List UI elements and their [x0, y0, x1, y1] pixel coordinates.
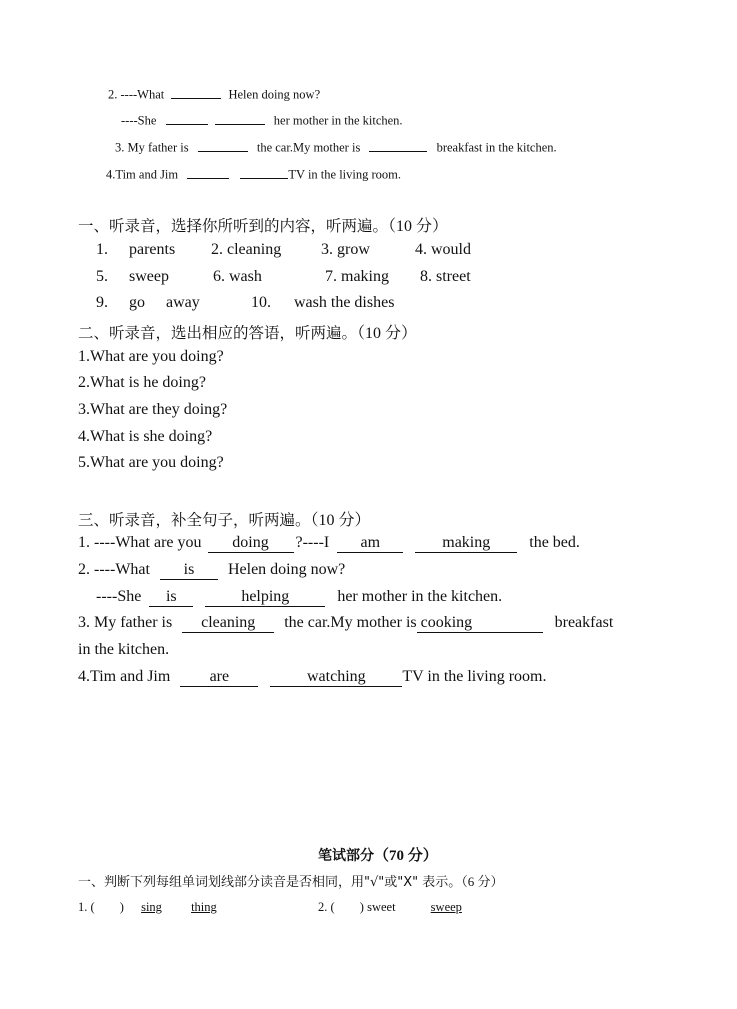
- sec3-line-2a: [78, 561, 345, 580]
- written-score: （70 分）: [374, 848, 438, 864]
- item-number: 1. (: [78, 900, 95, 914]
- written-item-1: [78, 900, 217, 915]
- sec1-opt-8: 8. street: [420, 268, 471, 285]
- sec3-heading: [78, 507, 371, 530]
- sec1-opt-9-word-b: away: [166, 294, 200, 311]
- text: breakfast in the kitchen.: [436, 140, 557, 155]
- sec2-item-5: 5.What are you doing?: [78, 454, 224, 471]
- blank[interactable]: [187, 165, 229, 179]
- sec1-opt-9: 9.: [96, 294, 108, 311]
- sec2-item-3: 3.What are they doing?: [78, 401, 228, 418]
- sec1-opt-10-word: wash the dishes: [294, 294, 395, 311]
- text: ----She: [121, 113, 157, 128]
- sec1-opt-6: 6. wash: [213, 268, 262, 285]
- sec2-item-2: 2.What is he doing?: [78, 374, 206, 391]
- blank[interactable]: [198, 138, 248, 152]
- sec1-opt-10: 10.: [251, 294, 271, 311]
- sec1-opt-3: 3. grow: [321, 241, 370, 258]
- sec3-line-3b: in the kitchen.: [78, 641, 170, 658]
- text: the bed.: [529, 534, 580, 551]
- text: ?----I: [295, 534, 330, 551]
- sec3-line-2b: [96, 588, 502, 607]
- written-q1-heading: [78, 871, 504, 890]
- sec1-heading: [78, 213, 448, 236]
- top-line-2a: [108, 85, 320, 103]
- text: ----She: [96, 588, 142, 605]
- word: thing: [191, 900, 217, 914]
- sec1-heading-text: 一、听录音，选择你所听到的内容，听两遍。: [78, 217, 389, 235]
- sec1-opt-7: 7. making: [325, 268, 389, 285]
- answer[interactable]: is: [149, 589, 193, 607]
- text: Helen doing now?: [228, 87, 321, 102]
- sec3-score: （10 分）: [310, 512, 371, 529]
- word: sing: [141, 900, 162, 914]
- top-line-4: [106, 165, 401, 183]
- blank[interactable]: [171, 85, 221, 99]
- text: 4.Tim and Jim: [106, 167, 179, 182]
- sec1-opt-9-word-a: go: [129, 294, 145, 311]
- text: the car.My mother is: [284, 614, 417, 631]
- q1-score: （6 分）: [461, 874, 504, 889]
- answer[interactable]: helping: [205, 589, 325, 607]
- text: TV in the living room.: [288, 167, 402, 182]
- q1-heading-text: 一、判断下列每组单词划线部分读音是否相同，用"√"或"X" 表示。: [78, 875, 462, 890]
- answer[interactable]: is: [160, 562, 218, 580]
- sec2-score: （10 分）: [357, 325, 418, 342]
- text: 2. ----What: [78, 561, 150, 578]
- sec3-line-1: [78, 534, 580, 553]
- sec3-line-4: [78, 668, 546, 687]
- item-number: 2. (: [318, 900, 335, 914]
- sec1-opt-2: 2. cleaning: [211, 241, 282, 258]
- blank[interactable]: [166, 111, 208, 125]
- sec2-item-1: 1.What are you doing?: [78, 348, 224, 365]
- answer[interactable]: watching: [270, 669, 402, 687]
- item-close: ): [119, 900, 124, 914]
- sec1-score: （10 分）: [388, 218, 449, 235]
- sec1-opt-1-word: parents: [129, 241, 176, 258]
- sec2-heading-text: 二、听录音，选出相应的答语，听两遍。: [78, 324, 358, 342]
- text: the car.My mother is: [256, 140, 361, 155]
- text: 1. ----What are you: [78, 534, 202, 551]
- answer[interactable]: doing: [208, 535, 294, 553]
- answer[interactable]: cooking: [417, 615, 543, 633]
- blank[interactable]: [369, 138, 427, 152]
- top-line-3: [115, 138, 557, 156]
- text: Helen doing now?: [227, 561, 346, 578]
- text: her mother in the kitchen.: [273, 113, 403, 128]
- text: 3. My father is: [115, 140, 189, 155]
- sec1-opt-5: 5.: [96, 268, 108, 285]
- blank[interactable]: [240, 165, 288, 179]
- answer[interactable]: cleaning: [182, 615, 274, 633]
- written-title: [318, 844, 438, 865]
- answer[interactable]: am: [337, 535, 403, 553]
- sec3-heading-text: 三、听录音，补全句子，听两遍。: [78, 511, 311, 529]
- item-close-word: ) sweet: [359, 900, 396, 914]
- sec1-opt-1: 1.: [96, 241, 108, 258]
- blank[interactable]: [215, 111, 265, 125]
- sec2-item-4: 4.What is she doing?: [78, 428, 213, 445]
- sec2-heading: [78, 320, 417, 343]
- written-item-2: [318, 900, 462, 915]
- sec1-opt-5-word: sweep: [129, 268, 169, 285]
- text: breakfast: [554, 614, 614, 631]
- sec1-opt-4: 4. would: [415, 241, 471, 258]
- text: 3. My father is: [78, 614, 173, 631]
- top-line-2b: [121, 111, 403, 129]
- sec3-line-3: [78, 614, 613, 633]
- written-title-text: 笔试部分: [318, 848, 374, 864]
- text: her mother in the kitchen.: [337, 588, 503, 605]
- answer[interactable]: making: [415, 535, 517, 553]
- text: TV in the living room.: [402, 668, 547, 685]
- answer[interactable]: are: [180, 669, 258, 687]
- text: 4.Tim and Jim: [78, 668, 171, 685]
- text: 2. ----What: [108, 87, 165, 102]
- word: sweep: [430, 900, 462, 914]
